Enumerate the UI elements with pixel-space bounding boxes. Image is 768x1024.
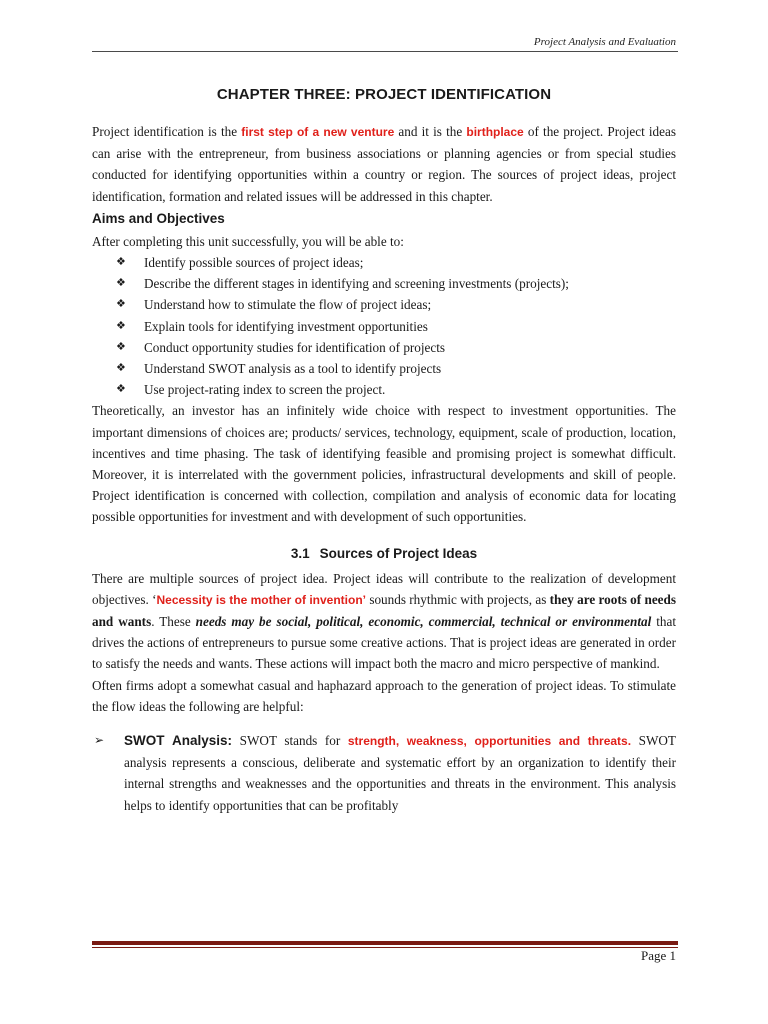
stimulate-paragraph: Often firms adopt a somewhat casual and haphazard approach to the generation of project ideas. To stimulate the flow ideas the following are helpful: [92,677,676,714]
footer-rule-thick [92,941,678,945]
intro-paragraph [92,121,676,207]
intro-text-1: Project identification is the [92,124,242,139]
swot-highlight: strength, weakness, opportunities and threats. [347,734,632,749]
swot-paragraph: SWOT Analysis: SWOT stands for strength, weakness, opportunities and threats. SWOT analysis represents a conscious, deliberate and systematic effort by an organization to identify their internal strengths and weaknesses and the opportunities and threats in the environment. This analysis helps to identify opportunities that can be profitably [124,733,676,813]
diamond-bullet-icon: ❖ [116,383,126,396]
intro-text-2: and it is the [394,124,467,139]
section-heading-3-1 [92,542,676,566]
intro-highlight-2: birthplace [466,125,524,139]
swot-item [92,730,676,816]
aims-item: ❖ Understand how to stimulate the flow of project ideas; [116,294,676,315]
bold-phrase: they are roots of needs and wants [92,591,676,630]
aims-item: ❖ Explain tools for identifying investment opportunities [116,316,676,337]
section-number: 3.1 [290,545,310,561]
sources-paragraph: There are multiple sources of project idea. Project ideas will contribute to the realization of development objectives. ‘Necessity is the mother of invention’ sounds rhythmic with projects, as they are roots of needs and wants. These needs may be social, political, economic, commercial, technical or environmental that drives the actions of entrepreneurs to pursue some creative actions. That is project ideas are generated in order to satisfy the needs and wants. These actions will impact both the macro and micro perspective of mankind. [92,570,676,672]
arrow-bullet-icon: ➢ [94,733,105,748]
aims-item: ❖ Describe the different stages in identifying and screening investments (projects); [116,273,676,294]
intro-text-3: of the project. Project ideas can arise with the entrepreneur, from business associations or planning agencies or from special studies conducted for identifying opportunities within a country or region. The sources of project ideas, project identification, formation and related issues will be addressed in this chapter. [92,124,676,204]
aims-list [92,252,676,400]
page-content [92,86,676,816]
intro-highlight-1: first step of a new venture [241,125,395,139]
header-rule [92,51,678,52]
diamond-bullet-icon: ❖ [116,298,126,311]
diamond-bullet-icon: ❖ [116,340,126,353]
swot-title: SWOT Analysis: [124,733,233,749]
diamond-bullet-icon: ❖ [116,256,126,269]
diamond-bullet-icon: ❖ [116,319,126,332]
chapter-title: CHAPTER THREE: PROJECT IDENTIFICATION [216,86,552,103]
diamond-bullet-icon: ❖ [116,277,126,290]
quote-highlight: Necessity is the mother of invention’ [156,592,366,607]
aims-item: ❖ Identify possible sources of project ideas; [116,252,676,273]
diamond-bullet-icon: ❖ [116,362,126,375]
aims-item: ❖ Conduct opportunity studies for identification of projects [116,337,676,358]
aims-heading: Aims and Objectives [92,210,225,226]
section-title: Sources of Project Ideas [319,545,478,561]
running-header: Project Analysis and Evaluation [533,36,676,48]
page-number: Page 1 [640,948,676,963]
theory-paragraph: Theoretically, an investor has an infinitely wide choice with respect to investment opportunities. The important dimensions of choices are; products/ services, technology, equipment, scale of production, location, incentives and time phasing. The task of identifying feasible and promising project is somewhat difficult. Moreover, it is interrelated with the government policies, infrastructural developments and skill of people. Project identification is concerned with collection, compilation and analysis of economic data for locating possible opportunities for investment and with development of such opportunities. [92,403,676,525]
aims-lead: After completing this unit successfully, you will be able to: [92,233,404,249]
aims-item: ❖ Use project-rating index to screen the project. [116,379,676,400]
aims-item: ❖ Understand SWOT analysis as a tool to identify projects [116,358,676,379]
bold-italic-phrase: needs may be social, political, economic, commercial, technical or environmental [195,614,652,630]
